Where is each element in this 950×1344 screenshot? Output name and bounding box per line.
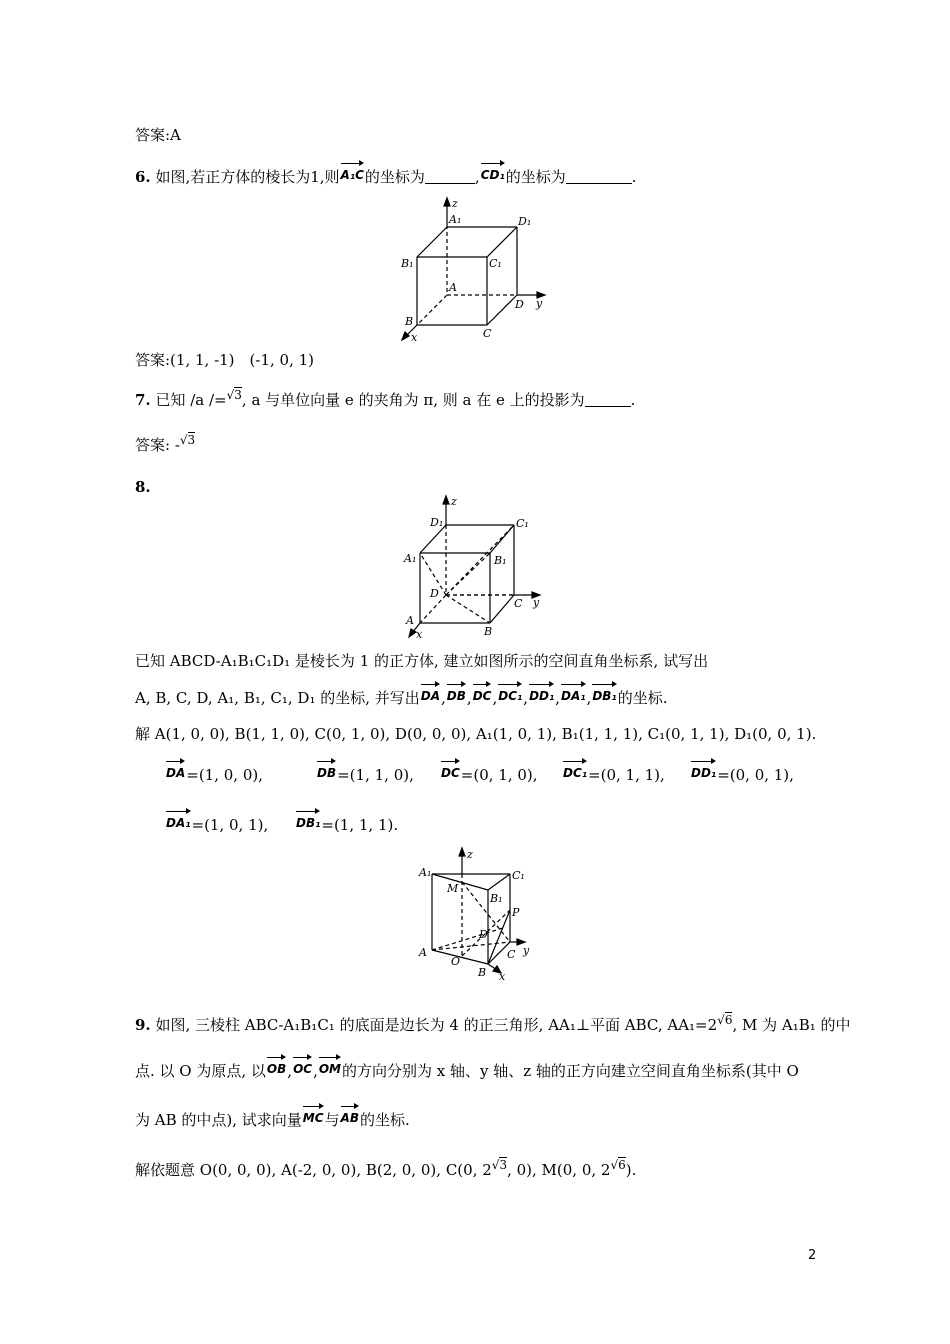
question-text: 的坐标. <box>617 689 668 707</box>
label-a1: A₁ <box>419 866 432 879</box>
label-c: C <box>507 948 516 961</box>
question-text: . <box>631 168 637 186</box>
vector-da: DA <box>421 683 440 706</box>
label-z: z <box>451 495 457 508</box>
label-x: x <box>411 331 418 344</box>
question-number: 9. <box>135 1016 151 1034</box>
label-a: A <box>419 946 427 959</box>
label-a1: A₁ <box>449 213 462 226</box>
answer-blank <box>566 169 632 184</box>
question-text: 如图,若正方体的棱长为1,则 <box>155 168 340 186</box>
vector-a1c: A₁C <box>341 162 364 185</box>
question-7 <box>135 385 635 410</box>
vector-dd1: DD₁ <box>529 683 554 706</box>
question-9-line3 <box>135 1105 410 1130</box>
answer-7 <box>135 430 195 455</box>
question-text: 的坐标为 <box>364 168 425 186</box>
label-z: z <box>467 848 473 861</box>
prism-figure-q9 <box>415 842 545 982</box>
question-text: A, B, C, D, A₁, B₁, C₁, D₁ 的坐标, 并写出 <box>135 689 420 707</box>
vector-ob: OB <box>267 1056 286 1079</box>
question-number: 7. <box>135 391 151 409</box>
solution-text: ). <box>625 1161 637 1179</box>
label-c1: C₁ <box>512 869 525 882</box>
vector-mc: MC <box>303 1105 324 1128</box>
vector-dc: DC <box>473 683 492 706</box>
label-d: D <box>479 928 488 941</box>
sqrt: √3 <box>179 433 196 447</box>
question-text: 的方向分别为 x 轴、y 轴、z 轴的正方向建立空间直角坐标系(其中 O <box>342 1062 799 1080</box>
question-text: 如图, 三棱柱 ABC-A₁B₁C₁ 的底面是边长为 4 的正三角形, AA₁⊥平面 ABC, AA₁=2 <box>155 1016 718 1034</box>
question-text: 点. 以 O 为原点, 以 <box>135 1062 266 1080</box>
question-text: 的坐标. <box>359 1111 410 1129</box>
cube-figure-q6 <box>395 195 555 345</box>
question-text: , <box>474 168 480 186</box>
label-b1: B₁ <box>494 554 507 567</box>
label-b: B <box>405 315 414 328</box>
result-da: DA=(1, 0, 0), <box>165 760 263 785</box>
result-dc: DC=(0, 1, 0), <box>440 760 538 785</box>
result-db: DB=(1, 1, 0), <box>316 760 414 785</box>
label-d1: D₁ <box>430 516 444 529</box>
vector-cd1: CD₁ <box>481 162 505 185</box>
answer-text: 答案: - <box>135 436 180 454</box>
label-c1: C₁ <box>489 257 502 270</box>
label-d: D <box>515 298 524 311</box>
label-z: z <box>452 197 458 210</box>
sqrt: √3 <box>226 388 242 402</box>
question-8-line1: 已知 ABCD-A₁B₁C₁D₁ 是棱长为 1 的正方体, 建立如图所示的空间直角坐标系, 试写出 <box>135 652 709 670</box>
sqrt: √6 <box>610 1158 626 1172</box>
question-6 <box>135 162 637 187</box>
question-9-line1 <box>135 1010 851 1035</box>
label-b1: B₁ <box>490 892 503 905</box>
label-y: y <box>523 944 530 957</box>
label-b: B <box>478 966 487 979</box>
label-c1: C₁ <box>516 517 529 530</box>
vector-da1: DA₁ <box>561 683 586 706</box>
result-dd1: DD₁=(0, 0, 1), <box>690 760 794 785</box>
vector-db1: DB₁ <box>592 683 616 706</box>
label-x: x <box>416 628 423 640</box>
question-text: , M 为 A₁B₁ 的中 <box>732 1016 851 1034</box>
sqrt: √3 <box>491 1158 508 1172</box>
question-text: 已知 /a /= <box>155 391 227 409</box>
question-8-number: 8. <box>135 478 151 496</box>
solution-8: 解 A(1, 0, 0), B(1, 1, 0), C(0, 1, 0), D(0, 0, 0), A₁(1, 0, 1), B₁(1, 1, 1), C₁(0, 1, 1), D₁(0, 0, 1). <box>135 725 817 743</box>
result-da1: DA₁=(1, 0, 1), <box>165 810 268 835</box>
result-dc1: DC₁=(0, 1, 1), <box>562 760 665 785</box>
question-text: , a 与单位向量 e 的夹角为 π, 则 a 在 e 上的投影为 <box>241 391 585 409</box>
label-c: C <box>514 597 523 610</box>
question-number: 6. <box>135 168 151 186</box>
solution-text: 解依题意 O(0, 0, 0), A(-2, 0, 0), B(2, 0, 0), C(0, 2 <box>135 1161 492 1179</box>
label-a: A <box>406 614 414 627</box>
question-text: 为 AB 的中点), 试求向量 <box>135 1111 302 1129</box>
answer-6: 答案:(1, 1, -1) (-1, 0, 1) <box>135 351 315 369</box>
label-p: P <box>512 906 520 919</box>
question-8-line2: A, B, C, D, A₁, B₁, C₁, D₁ 的坐标, 并写出DA,DB,DC,DC₁,DD₁,DA₁,DB₁的坐标. <box>135 683 667 708</box>
page-number: 2 <box>808 1248 817 1263</box>
vector-oc: OC <box>293 1056 312 1079</box>
answer-blank <box>585 392 631 407</box>
label-b: B <box>484 625 493 638</box>
label-a: A <box>449 281 457 294</box>
question-text: . <box>630 391 636 409</box>
label-d: D <box>430 587 439 600</box>
sqrt: √6 <box>717 1013 733 1027</box>
label-c: C <box>483 327 492 340</box>
vector-dc1: DC₁ <box>498 683 522 706</box>
solution-text: , 0), M(0, 0, 2 <box>507 1161 611 1179</box>
label-d1: D₁ <box>518 215 532 228</box>
result-db1: DB₁=(1, 1, 1). <box>295 810 398 835</box>
vector-ab: AB <box>341 1105 359 1128</box>
label-x: x <box>499 970 506 982</box>
question-9-line2: 点. 以 O 为原点, 以OB,OC,OM的方向分别为 x 轴、y 轴、z 轴的正方向建立空间直角坐标系(其中 O <box>135 1056 799 1081</box>
answer-blank <box>425 169 475 184</box>
label-b1: B₁ <box>401 257 414 270</box>
question-text: 与 <box>324 1111 340 1129</box>
label-o: O <box>451 955 461 968</box>
label-y: y <box>536 297 543 310</box>
solution-9 <box>135 1155 636 1180</box>
vector-om: OM <box>319 1056 341 1079</box>
label-m: M <box>447 882 459 895</box>
cube-figure-q8 <box>400 490 560 640</box>
label-a1: A₁ <box>404 552 417 565</box>
question-text: 的坐标为 <box>505 168 566 186</box>
label-y: y <box>533 596 540 609</box>
vector-db: DB <box>447 683 466 706</box>
answer-5: 答案:A <box>135 126 181 144</box>
